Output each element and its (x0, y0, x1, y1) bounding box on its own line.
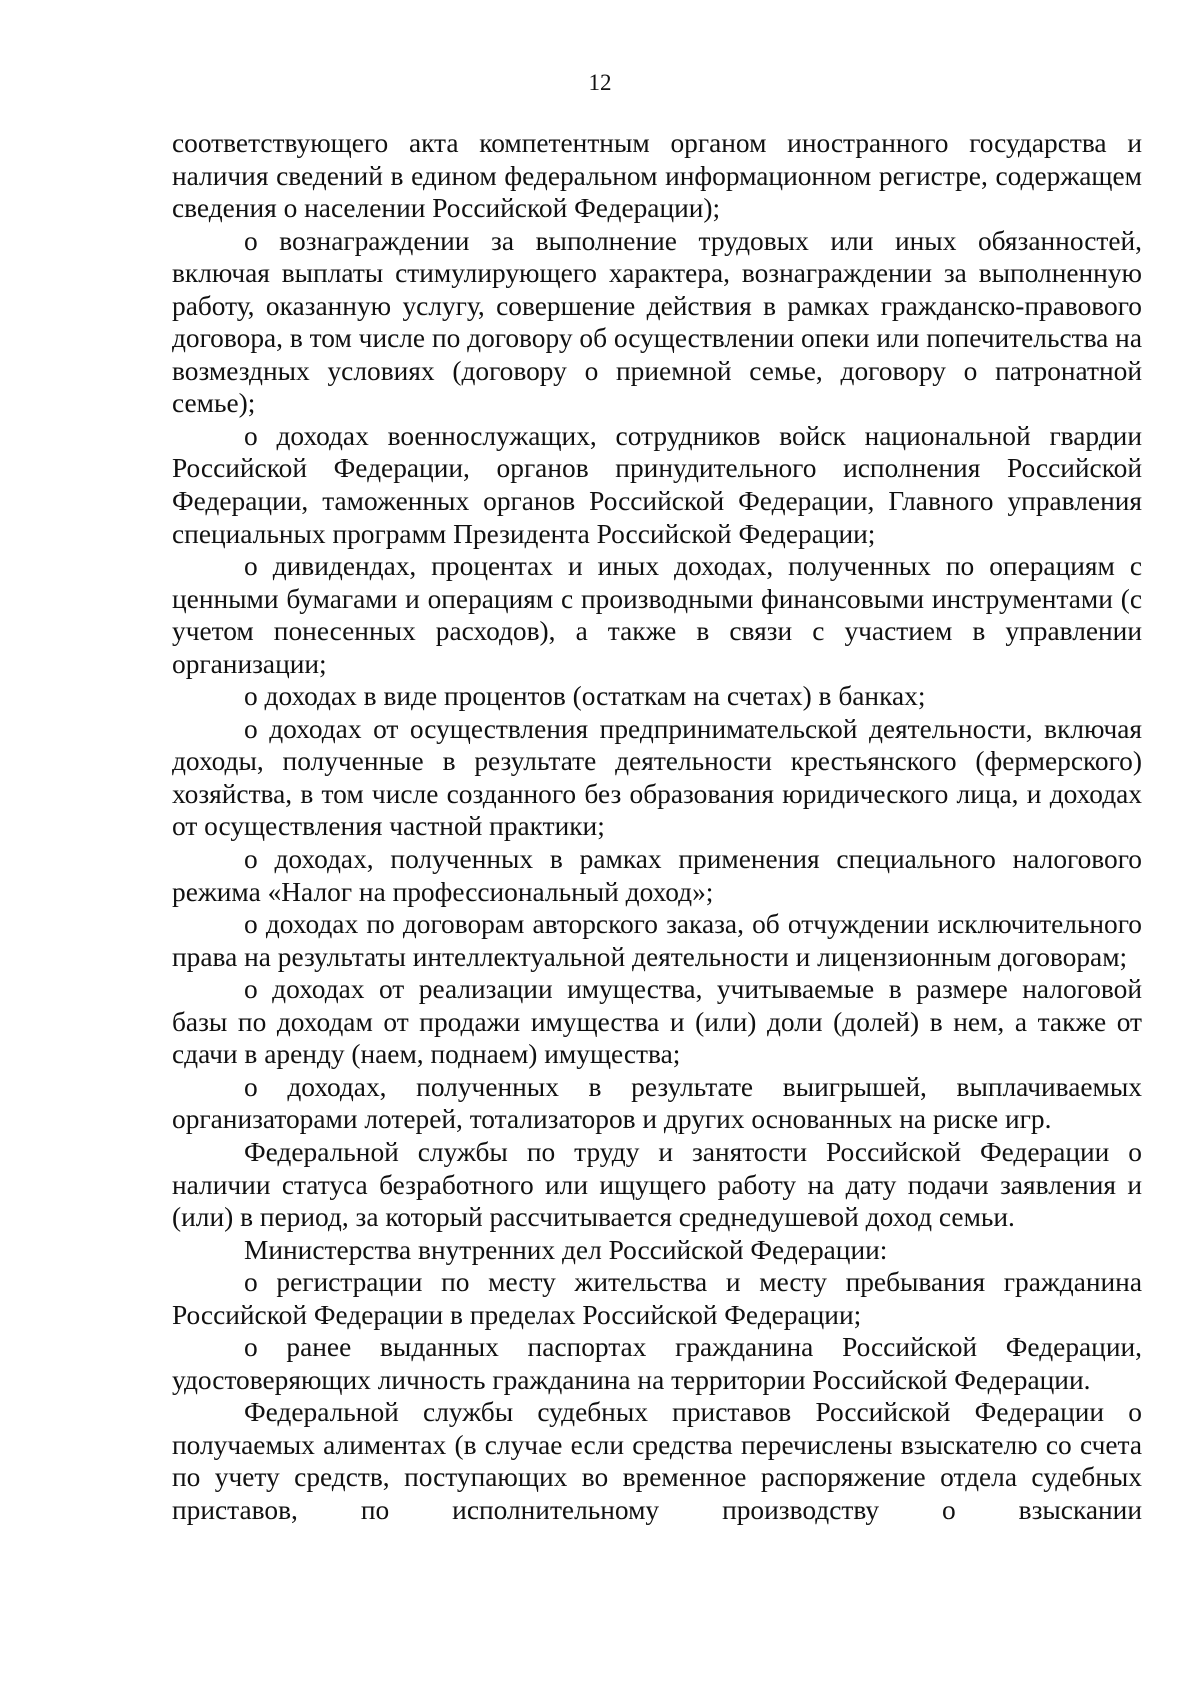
document-body (172, 127, 1142, 1527)
paragraph: Федеральной службы по труду и занятости Российской Федерации о наличии статуса безработного или ищущего работу на дату подачи заявления и (или) в период, за который рассчитывается среднедушевой доход семьи. (172, 1136, 1142, 1233)
paragraph: Министерства внутренних дел Российской Федерации: (244, 1234, 888, 1265)
paragraph: о доходах, полученных в рамках применения специального налогового режима «Налог на профессиональный доход»; (172, 844, 1142, 907)
paragraph: о дивидендах, процентах и иных доходах, полученных по операциям с ценными бумагами и операциям с производными финансовыми инструментами (с учетом понесенных расходов), а также в связи с участием в управлении организации; (172, 551, 1142, 679)
paragraph: о доходах военнослужащих, сотрудников войск национальной гвардии Российской Федерации, органов принудительного исполнения Российской Федерации, таможенных органов Российской Федерации, Главного управления специальных программ Президента Российской Федерации; (172, 420, 1142, 549)
paragraph: о вознаграждении за выполнение трудовых или иных обязанностей, включая выплаты стимулирующего характера, вознаграждении за выполненную работу, оказанную услугу, совершение действия в рамках гражданско-правового договора, в том числе по договору об осуществлении опеки или попечительства на возмездных условиях (договору о приемной семье, договору о патронатной семье); (172, 225, 1142, 419)
paragraph: соответствующего акта компетентным органом иностранного государства и наличия сведений в едином федеральном информационном регистре, содержащем сведения о населении Российской Федерации); (172, 128, 1142, 224)
paragraph: о регистрации по месту жительства и месту пребывания гражданина Российской Федерации в пределах Российской Федерации; (172, 1267, 1142, 1330)
paragraph: о доходах, полученных в результате выигрышей, выплачиваемых организаторами лотерей, тотализаторов и других основанных на риске игр. (172, 1071, 1142, 1135)
paragraph: о доходах по договорам авторского заказа, об отчуждении исключительного права на результаты интеллектуальной деятельности и лицензионным договорам; (172, 909, 1142, 972)
paragraph: о доходах от осуществления предпринимательской деятельности, включая доходы, полученные в результате деятельности крестьянского (фермерского) хозяйства, в том числе созданного без образования юридического лица, и доходах от осуществления частной практики; (172, 713, 1142, 842)
paragraph: Федеральной службы судебных приставов Российской Федерации о получаемых алиментах (в случае если средства перечислены взыскателю со счета по учету средств, поступающих во временное распоряжение отдела судебных приставов, по исполнительному производству о взыскании (172, 1397, 1142, 1525)
paragraph: о ранее выданных паспортах гражданина Российской Федерации, удостоверяющих личность гражданина на территории Российской Федерации. (172, 1332, 1142, 1395)
paragraph: о доходах в виде процентов (остаткам на счетах) в банках; (244, 681, 926, 712)
paragraph: о доходах от реализации имущества, учитываемые в размере налоговой базы по доходам от продажи имущества и (или) доли (долей) в нем, а также от сдачи в аренду (наем, поднаем) имущества; (172, 974, 1142, 1070)
page-number: 12 (588, 70, 612, 95)
